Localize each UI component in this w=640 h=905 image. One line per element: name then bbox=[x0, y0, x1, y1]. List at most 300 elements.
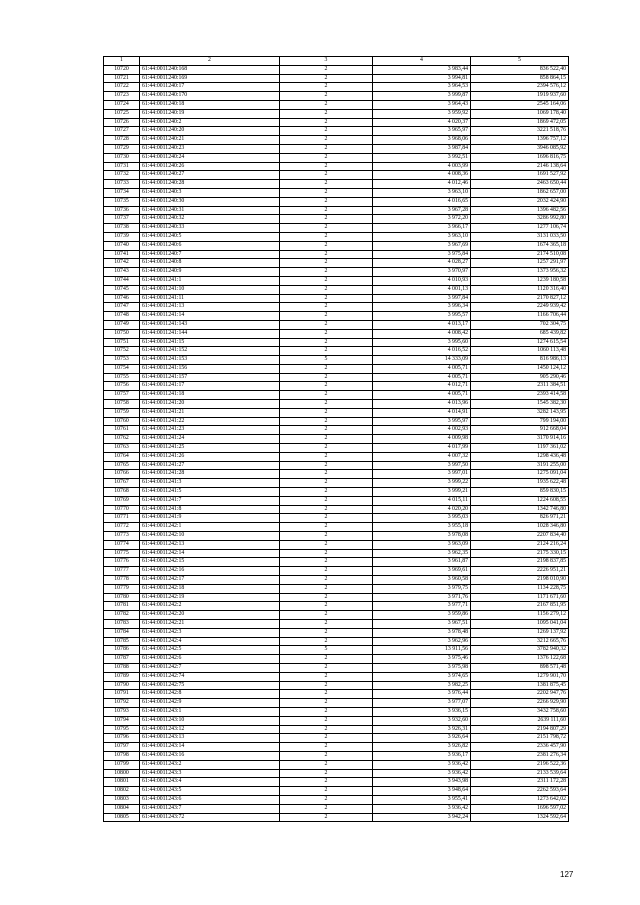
cadastral-number-cell: 61:44:0011240:19 bbox=[140, 109, 280, 118]
table-row bbox=[104, 171, 569, 180]
area-cell: 14 333,09 bbox=[373, 356, 471, 365]
cadastral-number-cell: 61:44:0011243:16 bbox=[140, 751, 280, 760]
area-cell: 4 005,71 bbox=[373, 364, 471, 373]
table-header-row bbox=[104, 57, 569, 66]
value-cell: 1224 608,55 bbox=[471, 496, 569, 505]
column-header-4: 4 bbox=[373, 57, 471, 66]
count-cell: 2 bbox=[280, 197, 373, 206]
cadastral-number-cell: 61:44:0011242:7 bbox=[140, 663, 280, 672]
area-cell: 3 967,51 bbox=[373, 620, 471, 629]
cadastral-number-cell: 61:44:0011240:30 bbox=[140, 197, 280, 206]
area-cell: 3 967,69 bbox=[373, 241, 471, 250]
area-cell: 3 999,21 bbox=[373, 488, 471, 497]
value-cell: 1197 361,02 bbox=[471, 444, 569, 453]
column-header-5: 5 bbox=[471, 57, 569, 66]
value-cell: 1269 137,92 bbox=[471, 628, 569, 637]
area-cell: 4 003,99 bbox=[373, 162, 471, 171]
area-cell: 4 012,46 bbox=[373, 180, 471, 189]
area-cell: 3 943,98 bbox=[373, 778, 471, 787]
count-cell: 2 bbox=[280, 338, 373, 347]
count-cell: 2 bbox=[280, 584, 373, 593]
table-row bbox=[104, 751, 569, 760]
value-cell: 1919 937,60 bbox=[471, 92, 569, 101]
value-cell: 1156 279,12 bbox=[471, 611, 569, 620]
row-number-cell: 10763 bbox=[104, 444, 140, 453]
value-cell: 2124 216,24 bbox=[471, 540, 569, 549]
count-cell: 2 bbox=[280, 567, 373, 576]
cadastral-number-cell: 61:44:0011241:27 bbox=[140, 461, 280, 470]
value-cell: 905 290,46 bbox=[471, 373, 569, 382]
table-row bbox=[104, 602, 569, 611]
value-cell: 1869 472,05 bbox=[471, 118, 569, 127]
row-number-cell: 10760 bbox=[104, 417, 140, 426]
count-cell: 2 bbox=[280, 118, 373, 127]
value-cell: 2393 414,58 bbox=[471, 391, 569, 400]
row-number-cell: 10746 bbox=[104, 294, 140, 303]
count-cell: 2 bbox=[280, 479, 373, 488]
count-cell: 2 bbox=[280, 602, 373, 611]
value-cell: 2170 827,12 bbox=[471, 294, 569, 303]
area-cell: 4 015,11 bbox=[373, 496, 471, 505]
value-cell: 1273 642,02 bbox=[471, 795, 569, 804]
row-number-cell: 10729 bbox=[104, 144, 140, 153]
area-cell: 4 020,37 bbox=[373, 118, 471, 127]
area-cell: 4 002,93 bbox=[373, 426, 471, 435]
count-cell: 2 bbox=[280, 611, 373, 620]
value-cell: 858 864,15 bbox=[471, 74, 569, 83]
area-cell: 3 948,64 bbox=[373, 787, 471, 796]
area-cell: 3 964,53 bbox=[373, 83, 471, 92]
cadastral-number-cell: 61:44:0011241:5 bbox=[140, 488, 280, 497]
cadastral-number-cell: 61:44:0011241:22 bbox=[140, 417, 280, 426]
cadastral-number-cell: 61:44:0011242:14 bbox=[140, 549, 280, 558]
area-cell: 3 963,09 bbox=[373, 540, 471, 549]
cadastral-table bbox=[103, 56, 569, 822]
column-header-3: 3 bbox=[280, 57, 373, 66]
row-number-cell: 10756 bbox=[104, 382, 140, 391]
cadastral-number-cell: 61:44:0011240:5 bbox=[140, 232, 280, 241]
row-number-cell: 10791 bbox=[104, 690, 140, 699]
value-cell: 1298 436,48 bbox=[471, 452, 569, 461]
row-number-cell: 10798 bbox=[104, 751, 140, 760]
cadastral-number-cell: 61:44:0011241:8 bbox=[140, 505, 280, 514]
table-row bbox=[104, 461, 569, 470]
value-cell: 1376 122,68 bbox=[471, 655, 569, 664]
value-cell: 1674 365,18 bbox=[471, 241, 569, 250]
row-number-cell: 10765 bbox=[104, 461, 140, 470]
value-cell: 2146 138,64 bbox=[471, 162, 569, 171]
table-row bbox=[104, 92, 569, 101]
value-cell: 1324 592,64 bbox=[471, 813, 569, 822]
count-cell: 2 bbox=[280, 769, 373, 778]
cadastral-number-cell: 61:44:0011240:9 bbox=[140, 268, 280, 277]
table-row bbox=[104, 514, 569, 523]
value-cell: 1279 901,70 bbox=[471, 672, 569, 681]
row-number-cell: 10803 bbox=[104, 795, 140, 804]
table-row bbox=[104, 505, 569, 514]
cadastral-number-cell: 61:44:0011240:2 bbox=[140, 118, 280, 127]
count-cell: 2 bbox=[280, 734, 373, 743]
row-number-cell: 10772 bbox=[104, 523, 140, 532]
row-number-cell: 10786 bbox=[104, 646, 140, 655]
area-cell: 3 982,25 bbox=[373, 681, 471, 690]
table-row bbox=[104, 303, 569, 312]
table-row bbox=[104, 329, 569, 338]
row-number-cell: 10799 bbox=[104, 760, 140, 769]
row-number-cell: 10727 bbox=[104, 127, 140, 136]
count-cell: 2 bbox=[280, 162, 373, 171]
value-cell: 2207 834,40 bbox=[471, 532, 569, 541]
row-number-cell: 10788 bbox=[104, 663, 140, 672]
cadastral-number-cell: 61:44:0011242:4 bbox=[140, 637, 280, 646]
table-row bbox=[104, 540, 569, 549]
table-row bbox=[104, 558, 569, 567]
table-row bbox=[104, 813, 569, 822]
count-cell: 2 bbox=[280, 804, 373, 813]
table-row bbox=[104, 593, 569, 602]
table-row bbox=[104, 725, 569, 734]
cadastral-number-cell: 61:44:0011243:7 bbox=[140, 804, 280, 813]
cadastral-number-cell: 61:44:0011240:31 bbox=[140, 206, 280, 215]
value-cell: 1396 482,56 bbox=[471, 206, 569, 215]
cadastral-number-cell: 61:44:0011240:8 bbox=[140, 259, 280, 268]
count-cell: 2 bbox=[280, 329, 373, 338]
cadastral-number-cell: 61:44:0011242:16 bbox=[140, 567, 280, 576]
count-cell: 2 bbox=[280, 303, 373, 312]
area-cell: 3 999,87 bbox=[373, 92, 471, 101]
area-cell: 3 971,76 bbox=[373, 593, 471, 602]
cadastral-number-cell: 61:44:0011242:13 bbox=[140, 540, 280, 549]
area-cell: 3 994,81 bbox=[373, 74, 471, 83]
area-cell: 3 942,24 bbox=[373, 813, 471, 822]
count-cell: 2 bbox=[280, 83, 373, 92]
cadastral-number-cell: 61:44:0011241:15 bbox=[140, 338, 280, 347]
table-row bbox=[104, 241, 569, 250]
cadastral-number-cell: 61:44:0011241:11 bbox=[140, 294, 280, 303]
value-cell: 1545 382,30 bbox=[471, 400, 569, 409]
table-row bbox=[104, 778, 569, 787]
area-cell: 4 005,71 bbox=[373, 373, 471, 382]
table-row bbox=[104, 584, 569, 593]
cadastral-number-cell: 61:44:0011241:3 bbox=[140, 479, 280, 488]
cadastral-number-cell: 61:44:0011242:74 bbox=[140, 672, 280, 681]
row-number-cell: 10793 bbox=[104, 707, 140, 716]
table-row bbox=[104, 655, 569, 664]
area-cell: 3 969,61 bbox=[373, 567, 471, 576]
count-cell: 2 bbox=[280, 751, 373, 760]
area-cell: 3 997,84 bbox=[373, 294, 471, 303]
row-number-cell: 10800 bbox=[104, 769, 140, 778]
count-cell: 2 bbox=[280, 400, 373, 409]
area-cell: 4 013,17 bbox=[373, 320, 471, 329]
table-row bbox=[104, 127, 569, 136]
cadastral-number-cell: 61:44:0011242:19 bbox=[140, 593, 280, 602]
count-cell: 2 bbox=[280, 382, 373, 391]
row-number-cell: 10744 bbox=[104, 276, 140, 285]
count-cell: 2 bbox=[280, 435, 373, 444]
table-row bbox=[104, 707, 569, 716]
count-cell: 2 bbox=[280, 241, 373, 250]
value-cell: 685 439,82 bbox=[471, 329, 569, 338]
cadastral-number-cell: 61:44:0011240:3 bbox=[140, 188, 280, 197]
value-cell: 859 830,15 bbox=[471, 488, 569, 497]
row-number-cell: 10776 bbox=[104, 558, 140, 567]
table-row bbox=[104, 663, 569, 672]
area-cell: 4 012,71 bbox=[373, 382, 471, 391]
cadastral-number-cell: 61:44:0011241:10 bbox=[140, 285, 280, 294]
count-cell: 2 bbox=[280, 549, 373, 558]
cadastral-number-cell: 61:44:0011242:18 bbox=[140, 584, 280, 593]
cadastral-number-cell: 61:44:0011241:28 bbox=[140, 470, 280, 479]
table-row bbox=[104, 567, 569, 576]
table-row bbox=[104, 734, 569, 743]
count-cell: 2 bbox=[280, 795, 373, 804]
cadastral-number-cell: 61:44:0011240:170 bbox=[140, 92, 280, 101]
row-number-cell: 10757 bbox=[104, 391, 140, 400]
area-cell: 3 926,82 bbox=[373, 743, 471, 752]
table-row bbox=[104, 136, 569, 145]
area-cell: 4 009,98 bbox=[373, 435, 471, 444]
table-row bbox=[104, 690, 569, 699]
table-row bbox=[104, 646, 569, 655]
cadastral-number-cell: 61:44:0011240:17 bbox=[140, 83, 280, 92]
area-cell: 4 008,36 bbox=[373, 171, 471, 180]
area-cell: 3 936,42 bbox=[373, 769, 471, 778]
area-cell: 3 972,20 bbox=[373, 215, 471, 224]
table-row bbox=[104, 576, 569, 585]
area-cell: 3 926,64 bbox=[373, 734, 471, 743]
count-cell: 2 bbox=[280, 725, 373, 734]
value-cell: 816 986,13 bbox=[471, 356, 569, 365]
cadastral-number-cell: 61:44:0011243:1 bbox=[140, 707, 280, 716]
count-cell: 2 bbox=[280, 760, 373, 769]
table-row bbox=[104, 74, 569, 83]
row-number-cell: 10751 bbox=[104, 338, 140, 347]
count-cell: 2 bbox=[280, 593, 373, 602]
cadastral-number-cell: 61:44:0011241:9 bbox=[140, 514, 280, 523]
table-row bbox=[104, 215, 569, 224]
table-row bbox=[104, 795, 569, 804]
value-cell: 3782 940,32 bbox=[471, 646, 569, 655]
value-cell: 2249 939,42 bbox=[471, 303, 569, 312]
cadastral-number-cell: 61:44:0011242:5 bbox=[140, 646, 280, 655]
value-cell: 2336 457,90 bbox=[471, 743, 569, 752]
value-cell: 1696 816,75 bbox=[471, 153, 569, 162]
table-row bbox=[104, 620, 569, 629]
count-cell: 2 bbox=[280, 259, 373, 268]
area-cell: 3 936,17 bbox=[373, 751, 471, 760]
cadastral-number-cell: 61:44:0011241:152 bbox=[140, 347, 280, 356]
count-cell: 2 bbox=[280, 276, 373, 285]
area-cell: 3 955,41 bbox=[373, 795, 471, 804]
row-number-cell: 10734 bbox=[104, 188, 140, 197]
table-row bbox=[104, 532, 569, 541]
value-cell: 1696 597,02 bbox=[471, 804, 569, 813]
cadastral-number-cell: 61:44:0011241:18 bbox=[140, 391, 280, 400]
value-cell: 1396 757,12 bbox=[471, 136, 569, 145]
count-cell: 2 bbox=[280, 417, 373, 426]
row-number-cell: 10784 bbox=[104, 628, 140, 637]
value-cell: 2202 947,76 bbox=[471, 690, 569, 699]
cadastral-number-cell: 61:44:0011243:14 bbox=[140, 743, 280, 752]
row-number-cell: 10771 bbox=[104, 514, 140, 523]
count-cell: 2 bbox=[280, 74, 373, 83]
area-cell: 3 936,42 bbox=[373, 760, 471, 769]
value-cell: 2032 424,90 bbox=[471, 197, 569, 206]
table-row bbox=[104, 144, 569, 153]
row-number-cell: 10741 bbox=[104, 250, 140, 259]
area-cell: 3 959,86 bbox=[373, 611, 471, 620]
table-row bbox=[104, 153, 569, 162]
area-cell: 3 936,42 bbox=[373, 804, 471, 813]
table-row bbox=[104, 285, 569, 294]
cadastral-number-cell: 61:44:0011240:27 bbox=[140, 171, 280, 180]
count-cell: 2 bbox=[280, 294, 373, 303]
row-number-cell: 10794 bbox=[104, 716, 140, 725]
count-cell: 2 bbox=[280, 540, 373, 549]
area-cell: 3 987,84 bbox=[373, 144, 471, 153]
table-row bbox=[104, 743, 569, 752]
table-row bbox=[104, 373, 569, 382]
row-number-cell: 10720 bbox=[104, 65, 140, 74]
count-cell: 2 bbox=[280, 144, 373, 153]
row-number-cell: 10785 bbox=[104, 637, 140, 646]
row-number-cell: 10797 bbox=[104, 743, 140, 752]
value-cell: 1239 180,58 bbox=[471, 276, 569, 285]
area-cell: 3 976,44 bbox=[373, 690, 471, 699]
cadastral-number-cell: 61:44:0011241:20 bbox=[140, 400, 280, 409]
table-row bbox=[104, 188, 569, 197]
cadastral-number-cell: 61:44:0011243:6 bbox=[140, 795, 280, 804]
area-cell: 3 995,57 bbox=[373, 312, 471, 321]
table-row bbox=[104, 672, 569, 681]
row-number-cell: 10723 bbox=[104, 92, 140, 101]
area-cell: 4 008,42 bbox=[373, 329, 471, 338]
count-cell: 2 bbox=[280, 180, 373, 189]
cadastral-number-cell: 61:44:0011240:168 bbox=[140, 65, 280, 74]
count-cell: 2 bbox=[280, 523, 373, 532]
area-cell: 3 995,97 bbox=[373, 417, 471, 426]
row-number-cell: 10769 bbox=[104, 496, 140, 505]
value-cell: 898 571,48 bbox=[471, 663, 569, 672]
table-row bbox=[104, 452, 569, 461]
row-number-cell: 10770 bbox=[104, 505, 140, 514]
cadastral-number-cell: 61:44:0011241:156 bbox=[140, 364, 280, 373]
count-cell: 2 bbox=[280, 100, 373, 109]
cadastral-number-cell: 61:44:0011242:17 bbox=[140, 576, 280, 585]
area-cell: 3 997,01 bbox=[373, 470, 471, 479]
value-cell: 2133 539,64 bbox=[471, 769, 569, 778]
area-cell: 3 959,92 bbox=[373, 109, 471, 118]
cadastral-number-cell: 61:44:0011240:28 bbox=[140, 180, 280, 189]
row-number-cell: 10753 bbox=[104, 356, 140, 365]
count-cell: 2 bbox=[280, 364, 373, 373]
column-header-1: 1 bbox=[104, 57, 140, 66]
table-row bbox=[104, 268, 569, 277]
area-cell: 3 932,60 bbox=[373, 716, 471, 725]
value-cell: 3432 758,60 bbox=[471, 707, 569, 716]
cadastral-number-cell: 61:44:0011240:26 bbox=[140, 162, 280, 171]
table-row bbox=[104, 470, 569, 479]
row-number-cell: 10721 bbox=[104, 74, 140, 83]
row-number-cell: 10802 bbox=[104, 787, 140, 796]
table-row bbox=[104, 611, 569, 620]
count-cell: 2 bbox=[280, 285, 373, 294]
area-cell: 4 014,91 bbox=[373, 408, 471, 417]
count-cell: 2 bbox=[280, 347, 373, 356]
table-row bbox=[104, 444, 569, 453]
cadastral-number-cell: 61:44:0011242:21 bbox=[140, 620, 280, 629]
value-cell: 1095 041,04 bbox=[471, 620, 569, 629]
value-cell: 3191 255,00 bbox=[471, 461, 569, 470]
area-cell: 4 028,27 bbox=[373, 259, 471, 268]
value-cell: 836 522,40 bbox=[471, 65, 569, 74]
row-number-cell: 10768 bbox=[104, 488, 140, 497]
value-cell: 2639 111,60 bbox=[471, 716, 569, 725]
area-cell: 3 992,51 bbox=[373, 153, 471, 162]
table-row bbox=[104, 435, 569, 444]
count-cell: 2 bbox=[280, 496, 373, 505]
value-cell: 1935 622,48 bbox=[471, 479, 569, 488]
area-cell: 3 983,44 bbox=[373, 65, 471, 74]
area-cell: 4 001,13 bbox=[373, 285, 471, 294]
count-cell: 2 bbox=[280, 778, 373, 787]
cadastral-number-cell: 61:44:0011241:21 bbox=[140, 408, 280, 417]
count-cell: 2 bbox=[280, 65, 373, 74]
count-cell: 2 bbox=[280, 637, 373, 646]
cadastral-number-cell: 61:44:0011243:13 bbox=[140, 734, 280, 743]
area-cell: 3 960,58 bbox=[373, 576, 471, 585]
table-row bbox=[104, 400, 569, 409]
area-cell: 3 979,75 bbox=[373, 584, 471, 593]
value-cell: 2194 807,29 bbox=[471, 725, 569, 734]
cadastral-number-cell: 61:44:0011242:8 bbox=[140, 690, 280, 699]
table-row bbox=[104, 787, 569, 796]
table-row bbox=[104, 382, 569, 391]
count-cell: 2 bbox=[280, 576, 373, 585]
cadastral-number-cell: 61:44:0011242:1 bbox=[140, 523, 280, 532]
value-cell: 1342 746,80 bbox=[471, 505, 569, 514]
area-cell: 4 017,99 bbox=[373, 444, 471, 453]
area-cell: 3 999,22 bbox=[373, 479, 471, 488]
row-number-cell: 10767 bbox=[104, 479, 140, 488]
table-row bbox=[104, 488, 569, 497]
count-cell: 2 bbox=[280, 452, 373, 461]
value-cell: 2151 798,72 bbox=[471, 734, 569, 743]
row-number-cell: 10775 bbox=[104, 549, 140, 558]
row-number-cell: 10779 bbox=[104, 584, 140, 593]
row-number-cell: 10795 bbox=[104, 725, 140, 734]
cadastral-number-cell: 61:44:0011243:2 bbox=[140, 760, 280, 769]
count-cell: 2 bbox=[280, 408, 373, 417]
row-number-cell: 10725 bbox=[104, 109, 140, 118]
row-number-cell: 10724 bbox=[104, 100, 140, 109]
count-cell: 2 bbox=[280, 488, 373, 497]
value-cell: 2394 576,12 bbox=[471, 83, 569, 92]
cadastral-number-cell: 61:44:0011241:157 bbox=[140, 373, 280, 382]
area-cell: 3 975,98 bbox=[373, 663, 471, 672]
area-cell: 3 978,08 bbox=[373, 532, 471, 541]
value-cell: 1373 956,32 bbox=[471, 268, 569, 277]
row-number-cell: 10742 bbox=[104, 259, 140, 268]
table-row bbox=[104, 180, 569, 189]
area-cell: 3 995,60 bbox=[373, 338, 471, 347]
count-cell: 2 bbox=[280, 320, 373, 329]
count-cell: 2 bbox=[280, 620, 373, 629]
value-cell: 826 971,21 bbox=[471, 514, 569, 523]
row-number-cell: 10732 bbox=[104, 171, 140, 180]
table-row bbox=[104, 523, 569, 532]
